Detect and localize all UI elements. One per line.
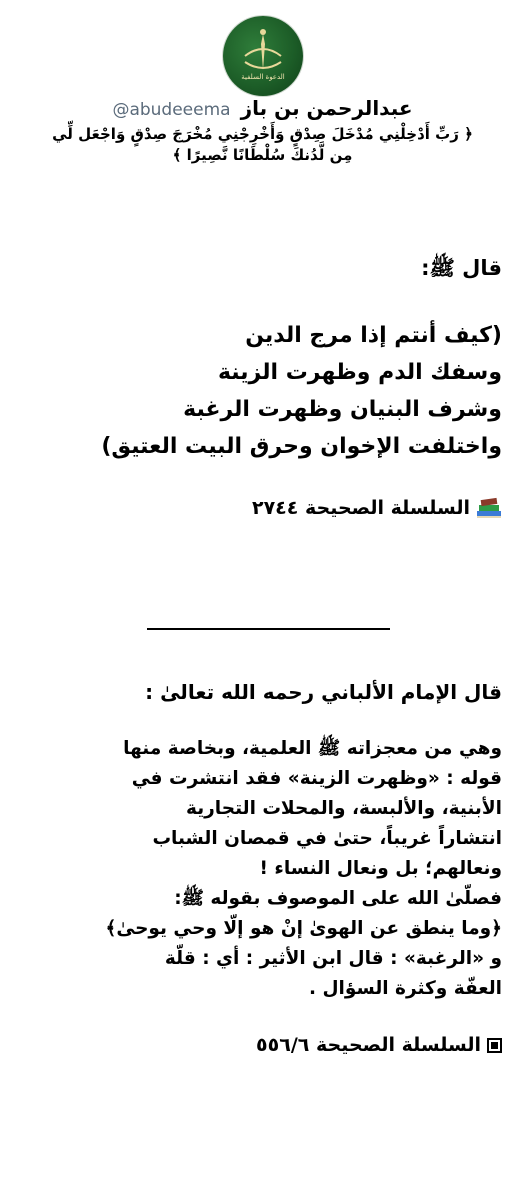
commentary-line: انتشاراً غريباً، حتىٰ في قمصان الشباب (152, 828, 502, 849)
divider (147, 628, 390, 630)
logo-text: الدعوة السلفية (241, 73, 285, 81)
hadith-line: وسفك الدم وظهرت الزينة (217, 360, 502, 385)
commentary-line: قوله : «وظهرت الزينة» فقد انتشرت في (131, 768, 502, 789)
verse-line: مِن لَّدُنكَ سُلْطَانًا نَّصِيرًا ﴾ (172, 146, 353, 164)
hadith-line: (كيف أنتم إذا مرج الدين (245, 323, 502, 348)
hadith-line: واختلفت الإخوان وحرق البيت العتيق) (101, 434, 502, 459)
books-icon (476, 497, 502, 519)
albani-reference-text: السلسلة الصحيحة ٥٥٦/٦ (256, 1034, 481, 1056)
author-handle[interactable]: @abudeeema (112, 100, 231, 120)
author-line (0, 96, 525, 120)
header (0, 8, 525, 188)
hadith-text (24, 317, 502, 465)
square-bullet-icon (487, 1038, 502, 1053)
hadith-section (24, 255, 502, 519)
commentary-line: وهي من معجزاته ﷺ العلمية، وبخاصة منها (123, 738, 502, 759)
commentary-line: العفّة وكثرة السؤال . (309, 978, 502, 999)
hadith-line: وشرف البنيان وظهرت الرغبة (183, 397, 502, 422)
author-name: عبدالرحمن بن باز (240, 96, 413, 120)
hadith-intro: قال ﷺ: (421, 256, 502, 280)
verse-line: ﴿ رَبِّ أَدْخِلْنِي مُدْخَلَ صِدْقٍ وَأَخْرِجْنِي مُخْرَجَ صِدْقٍ وَاجْعَل لِّي (52, 125, 473, 143)
quran-verse (20, 124, 505, 166)
albani-section (24, 680, 502, 1056)
commentary-line: الأبنية، والألبسة، والمحلات التجارية (185, 798, 502, 819)
commentary-line: ونعالهم؛ بل ونعال النساء ! (259, 858, 502, 879)
hadith-reference-text: السلسلة الصحيحة ٢٧٤٤ (251, 497, 470, 519)
albani-reference (24, 1034, 502, 1056)
commentary-line: ﴿وما ينطق عن الهوىٰ إنْ هو إلّا وحي يوحىٰ﴾ (105, 918, 502, 939)
saudi-emblem-icon (223, 16, 303, 96)
albani-title: قال الإمام الألباني رحمه الله تعالىٰ : (145, 680, 502, 704)
albani-commentary (24, 734, 502, 1004)
commentary-line: و «الرغبة» : قال ابن الأثير : أي : قلّة (164, 948, 502, 969)
hadith-reference (24, 497, 502, 519)
logo (223, 16, 303, 96)
commentary-line: فصلّىٰ الله على الموصوف بقوله ﷺ: (174, 888, 502, 909)
